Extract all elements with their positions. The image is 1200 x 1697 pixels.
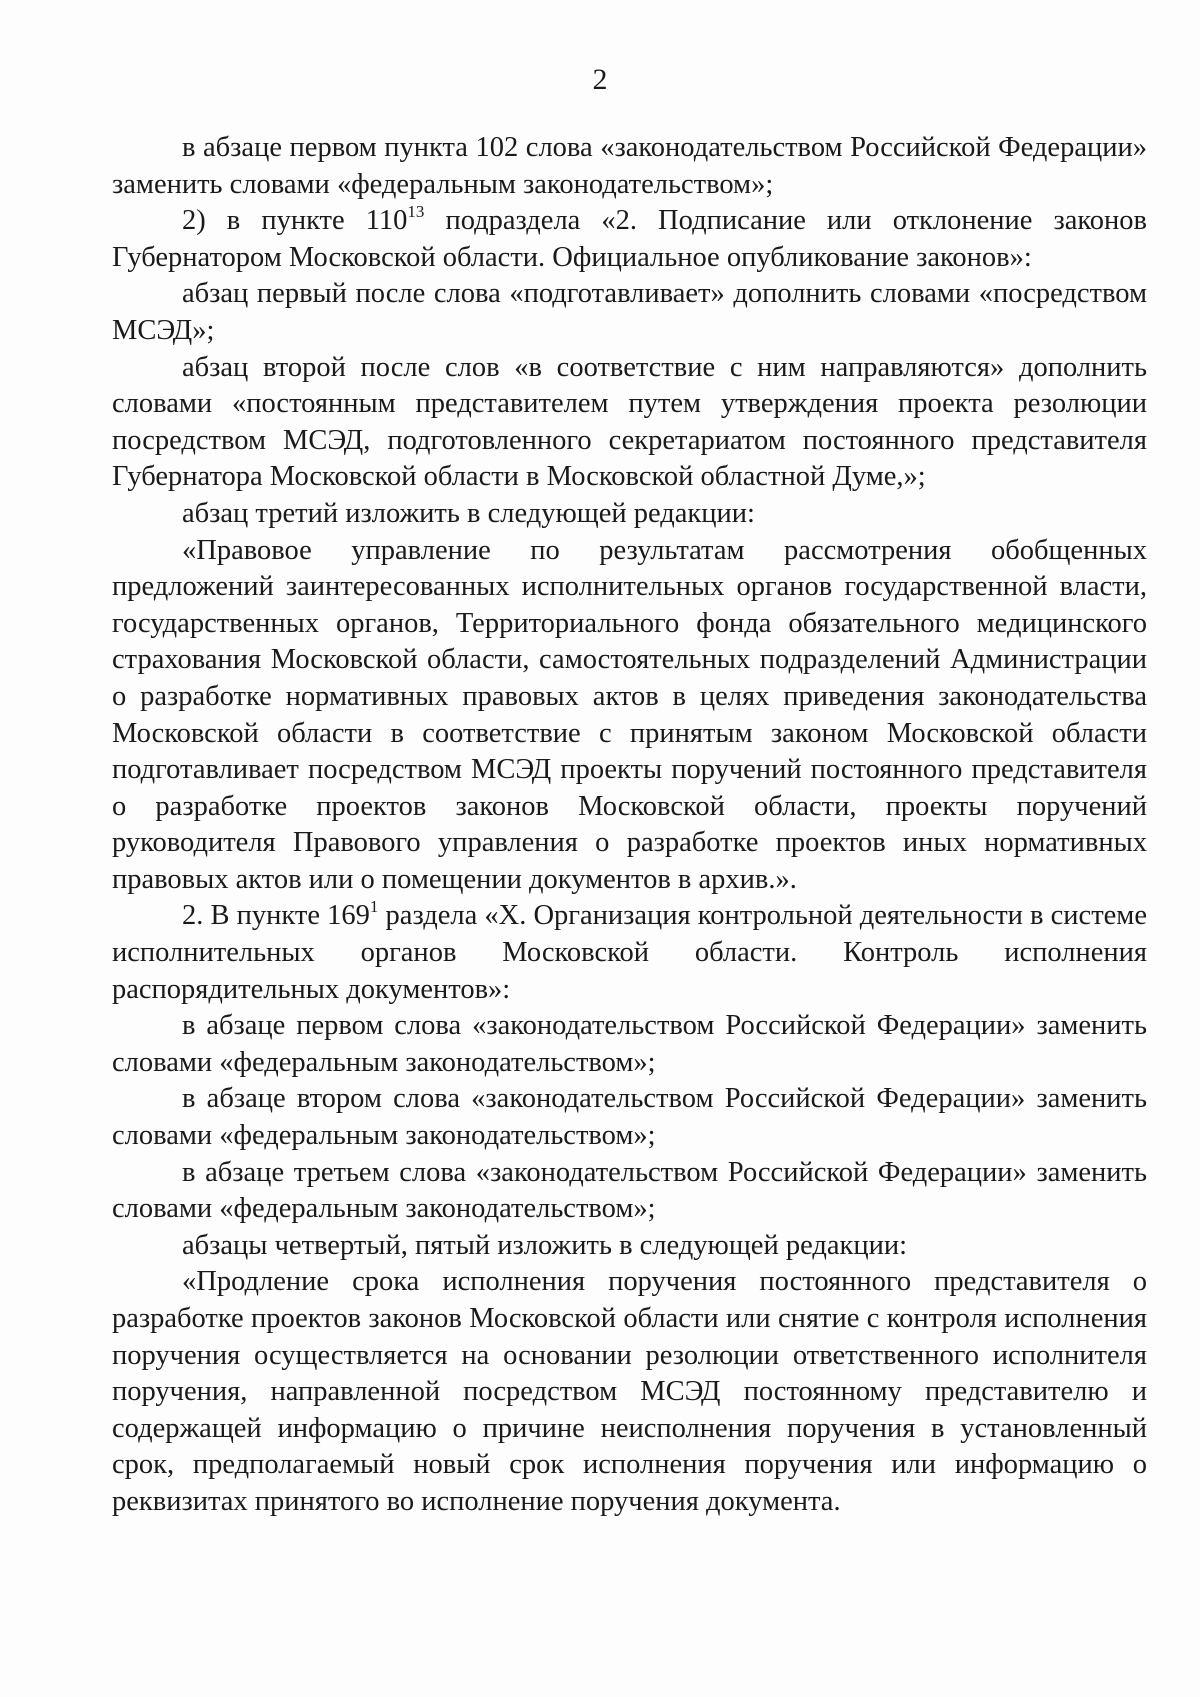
paragraph: абзац первый после слова «подготавливает» дополнить словами «посредством МСЭД»;	[112, 278, 1147, 346]
paragraph: абзац третий изложить в следующей редакции:	[182, 497, 755, 529]
paragraph	[112, 898, 1147, 1008]
paragraph: «Продление срока исполнения поручения постоянного представителя о разработке проектов законов Московской области или снятие с контроля исполнения поручения осуществляется на основании резолюции ответственного исполнителя поручения, направленной посредством МСЭД постоянному представителю и содержащей информацию о причине неисполнения поручения в установленный срок, предполагаемый новый срок исполнения поручения или информацию о реквизитах принятого во исполнение поручения документа.	[112, 1266, 1147, 1517]
paragraph-text: подраздела «2. Подписание или отклонение законов Губернатором Московской области. Официальное опубликование законов»:	[112, 205, 1147, 273]
paragraph: в абзаце втором слова «законодательством Российской Федерации» заменить словами «федеральным законодательством»;	[112, 1083, 1147, 1152]
paragraph: абзац второй после слов «в соответствие с ним направляются» дополнить словами «постоянным представителем путем утверждения проекта резолюции посредством МСЭД, подготовленного секретариатом постоянного представителя Губернатора Московской области в Московской областной Думе,»;	[112, 351, 1147, 493]
paragraph-text: раздела «X. Организация контрольной деятельности в системе исполнительных органов Московской области. Контроль исполнения распорядительных документов»:	[112, 900, 1147, 1005]
superscript: 13	[407, 202, 425, 222]
paragraph: в абзаце третьем слова «законодательством Российской Федерации» заменить словами «федеральным законодательством»;	[112, 1156, 1147, 1225]
superscript: 1	[369, 897, 379, 917]
paragraph: абзацы четвертый, пятый изложить в следующей редакции:	[182, 1229, 908, 1261]
paragraph: в абзаце первом пункта 102 слова «законодательством Российской Федерации» заменить словами «федеральным законодательством»;	[112, 132, 1147, 200]
paragraph: в абзаце первом слова «законодательством Российской Федерации» заменить словами «федеральным законодательством»;	[112, 1010, 1147, 1078]
paragraph-text: 2) в пункте 110	[182, 205, 408, 237]
paragraph	[112, 203, 1147, 276]
paragraph: «Правовое управление по результатам рассмотрения обобщенных предложений заинтересованных исполнительных органов государственной власти, государственных органов, Территориального фонда обязательного медицинского страхования Московской области, самостоятельных подразделений Администрации о разработке нормативных правовых актов в целях приведения законодательства Московской области в соответствие с принятым законом Московской области подготавливает посредством МСЭД проекты поручений постоянного представителя о разработке проектов законов Московской области, проекты поручений руководителя Правового управления о разработке проектов иных нормативных правовых актов или о помещении документов в архив.».	[112, 534, 1147, 895]
page-number: 2	[592, 63, 608, 96]
paragraph-text: 2. В пункте 169	[182, 900, 370, 932]
document-body	[112, 130, 1147, 1521]
